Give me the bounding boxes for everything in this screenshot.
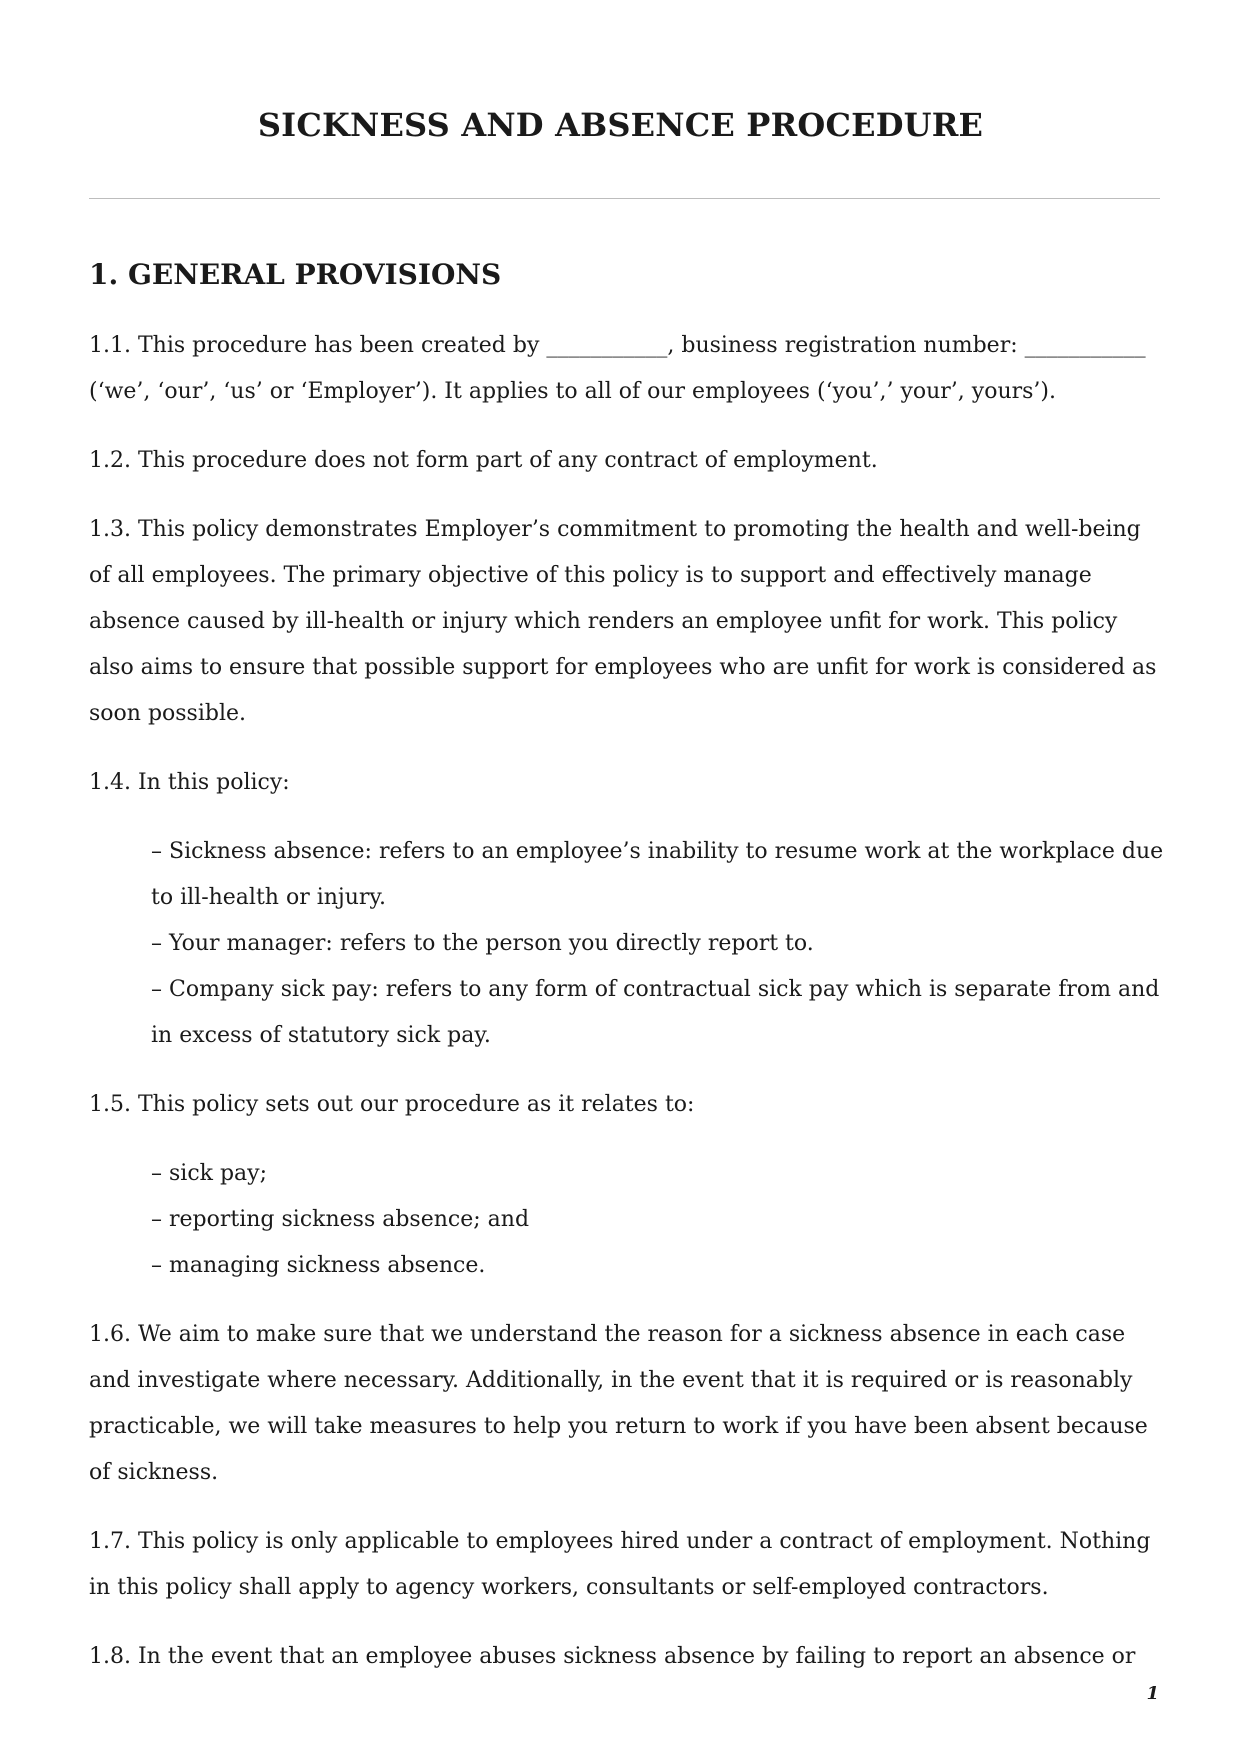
paragraph-1-4: 1.4. In this policy: <box>89 770 290 795</box>
paragraph-1-8: 1.8. In the event that an employee abuses sickness absence by failing to report an absence or <box>89 1644 1136 1669</box>
document-title: SICKNESS AND ABSENCE PROCEDURE <box>257 106 984 144</box>
page-number: 1 <box>1146 1683 1159 1704</box>
definitions-list <box>151 829 1169 1059</box>
list-item: – reporting sickness absence; and <box>151 1207 530 1232</box>
document-body <box>89 323 1169 1703</box>
paragraph-1-5: 1.5. This policy sets out our procedure as it relates to: <box>89 1092 695 1117</box>
list-item: – Your manager: refers to the person you directly report to. <box>151 931 814 956</box>
section-heading: 1. GENERAL PROVISIONS <box>89 258 502 291</box>
paragraph-1-3: 1.3. This policy demonstrates Employer’s commitment to promoting the health and well-being of all employees. The primary objective of this policy is to support and effectively manage absence caused by ill-health or injury which renders an employee unfit for work. This policy also aims to ensure that possible support for employees who are unfit for work is considered as soon possible. <box>89 517 1157 726</box>
title-divider <box>89 198 1160 199</box>
paragraph-1-6: 1.6. We aim to make sure that we understand the reason for a sickness absence in each case and investigate where necessary. Additionally, in the event that it is required or is reasonably practicable, we will take measures to help you return to work if you have been absent because of sickness. <box>89 1322 1148 1485</box>
paragraph-1-7: 1.7. This policy is only applicable to employees hired under a contract of employment. Nothing in this policy shall apply to agency workers, consultants or self-employed contractors. <box>89 1529 1151 1600</box>
paragraph-1-2: 1.2. This procedure does not form part of any contract of employment. <box>89 448 878 473</box>
list-item: – Company sick pay: refers to any form of contractual sick pay which is separate from and in excess of statutory sick pay. <box>151 977 1160 1048</box>
paragraph-1-1: 1.1. This procedure has been created by ___________, business registration number: ___________ (‘we’, ‘our’, ‘us’ or ‘Employer’). It applies to all of our employees (‘you’,’ your’, yours’). <box>89 333 1146 404</box>
list-item: – sick pay; <box>151 1161 268 1186</box>
procedure-items-list <box>151 1151 1169 1289</box>
list-item: – managing sickness absence. <box>151 1253 486 1278</box>
list-item: – Sickness absence: refers to an employee’s inability to resume work at the workplace due to ill-health or injury. <box>151 839 1164 910</box>
